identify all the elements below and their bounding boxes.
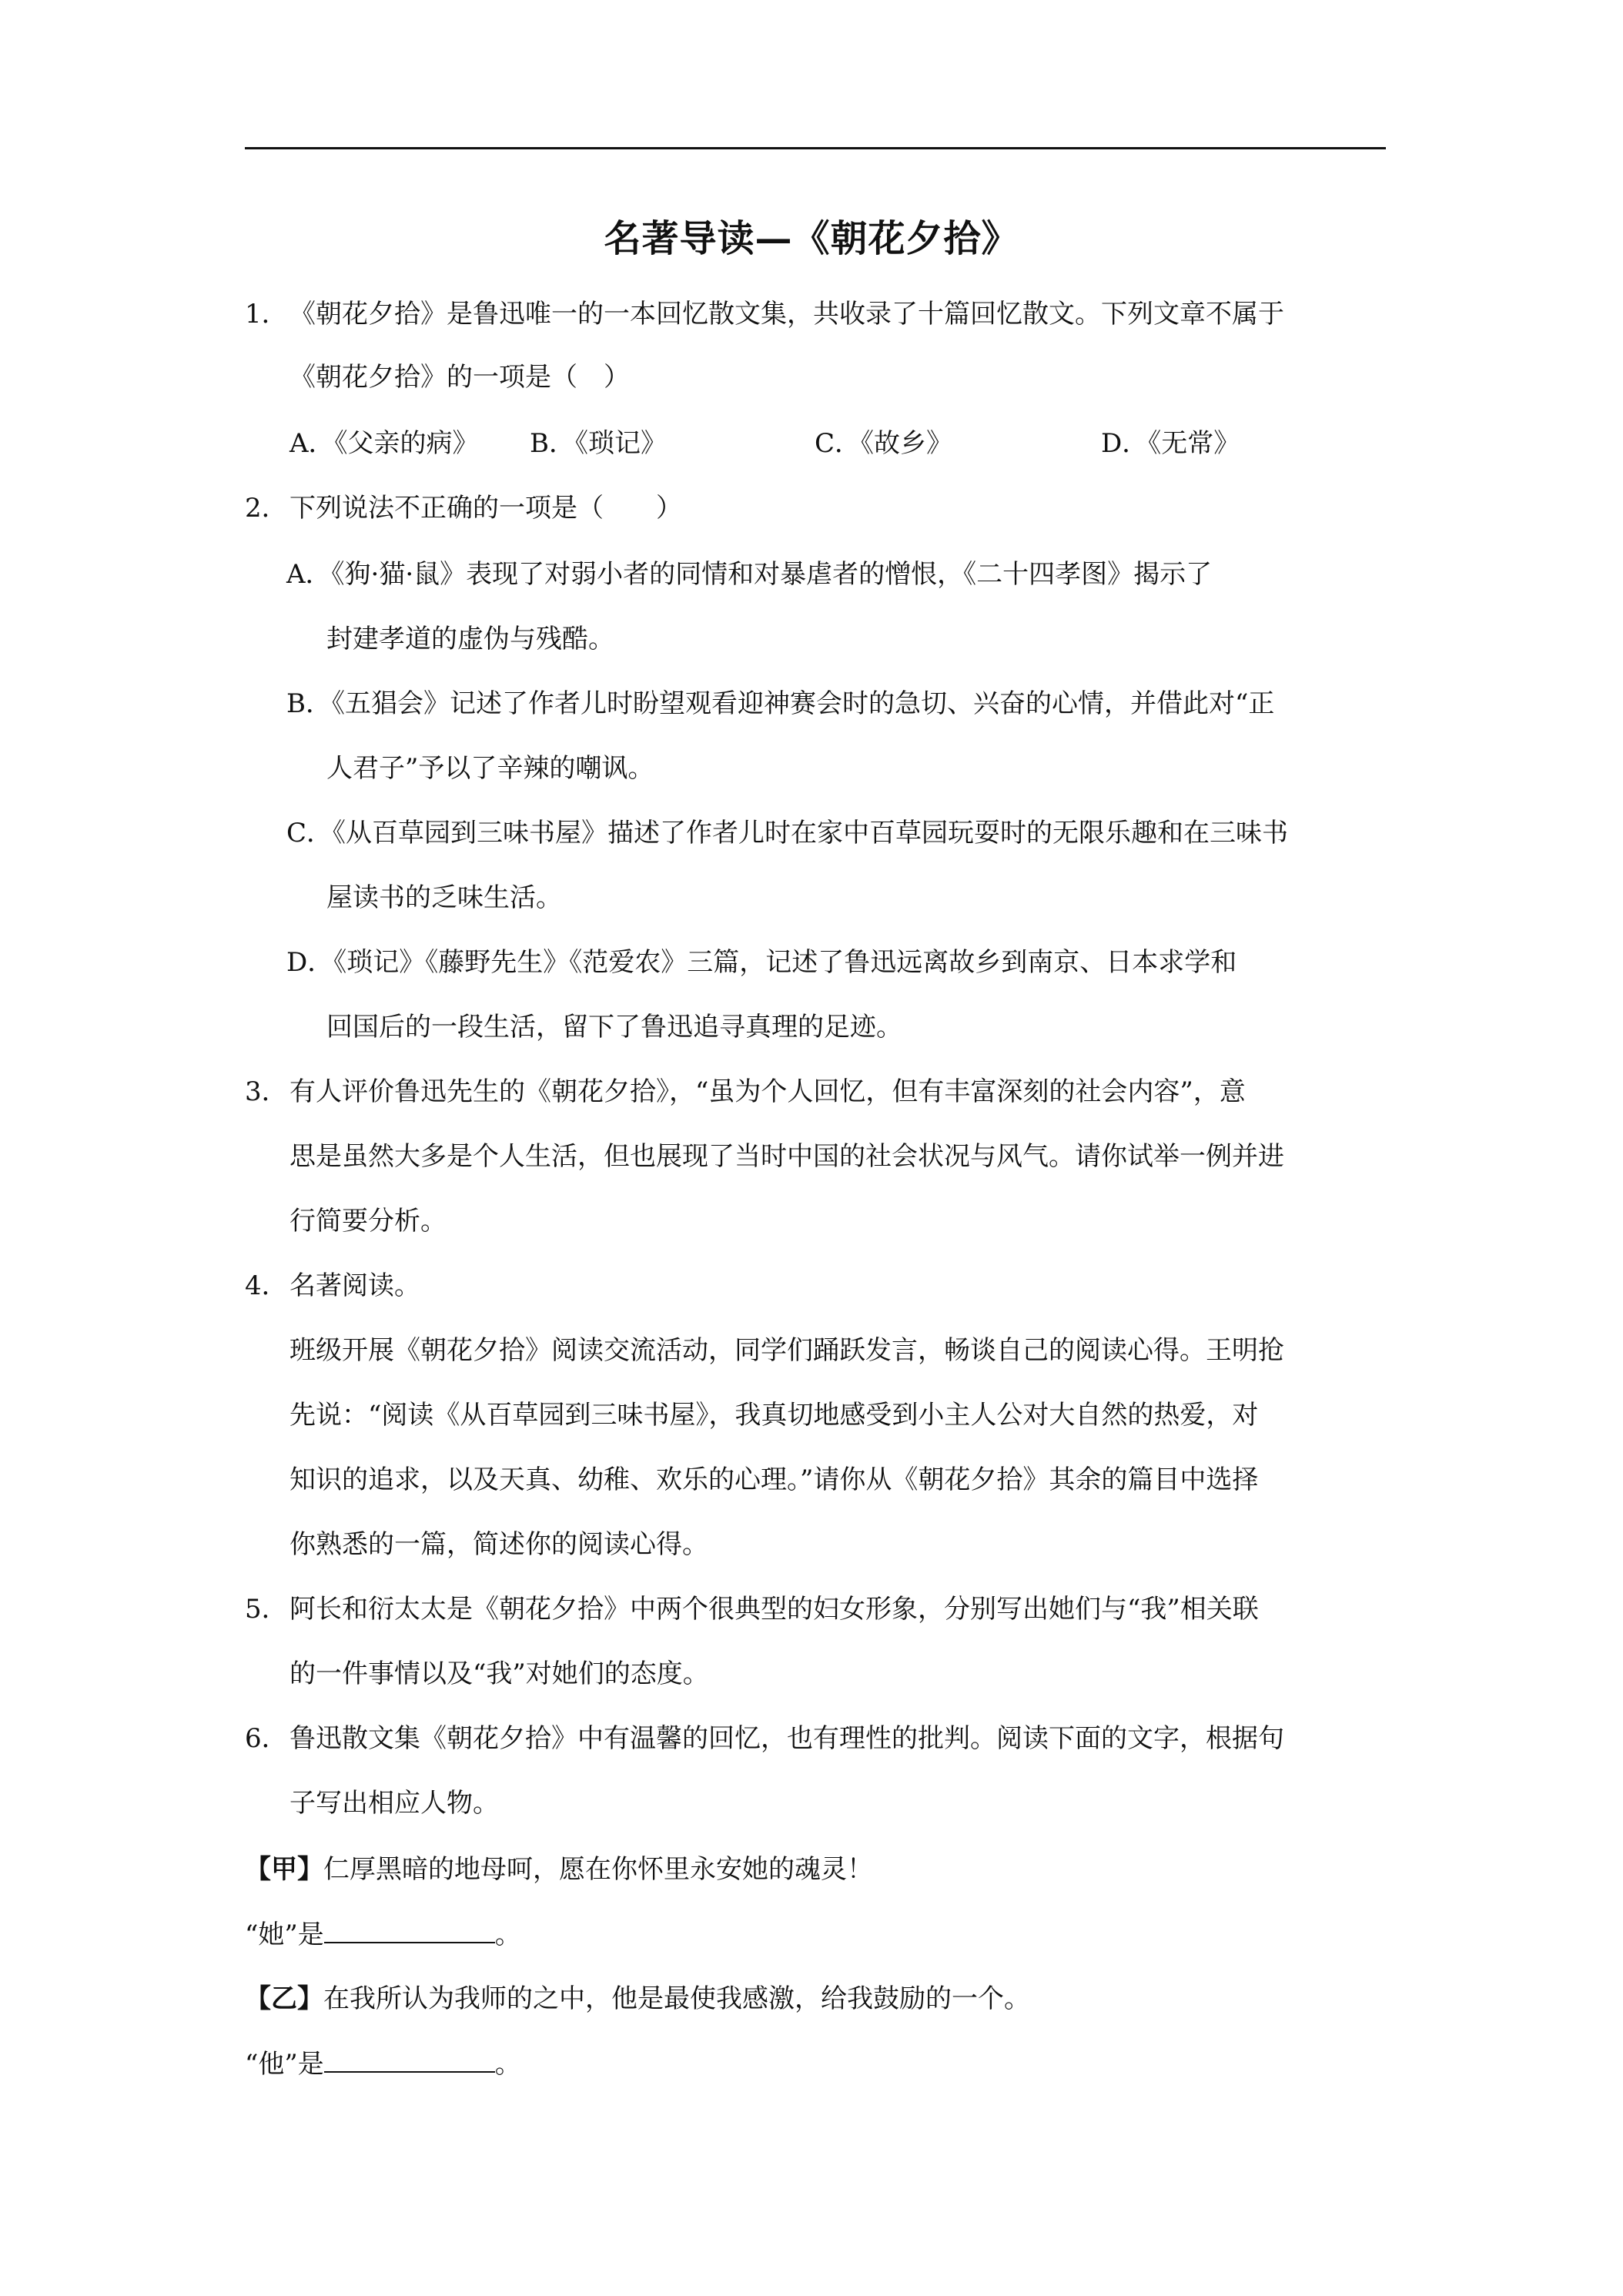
- answer-blank[interactable]: [324, 1916, 495, 1943]
- page-title: 名著导读—《朝花夕拾》: [604, 217, 1019, 260]
- answer-prefix: “她”是: [245, 1919, 324, 1950]
- question-text: 《朝花夕拾》是鲁迅唯一的一本回忆散文集，共收录了十篇回忆散文。下列文章不属于: [289, 299, 1284, 330]
- question-1-line-2: 《朝花夕拾》的一项是（ ）: [289, 362, 630, 393]
- question-text: 有人评价鲁迅先生的《朝花夕拾》，“虽为个人回忆，但有丰富深刻的社会内容”，意: [289, 1076, 1246, 1107]
- question-4-paragraph-line-3: 知识的追求，以及天真、幼稚、欢乐的心理。”请你从《朝花夕拾》其余的篇目中选择: [289, 1464, 1259, 1495]
- question-number: 3．: [245, 1076, 288, 1107]
- question-2-stem: [245, 490, 682, 527]
- question-5-line-2: 的一件事情以及“我”对她们的态度。: [289, 1658, 709, 1689]
- question-4-paragraph-line-4: 你熟悉的一篇，简述你的阅读心得。: [289, 1529, 708, 1560]
- answer-blank[interactable]: [324, 2045, 495, 2073]
- option-d: D．《无常》: [1101, 428, 1240, 459]
- answer-line-yi: [245, 2045, 521, 2083]
- header-rule: [245, 147, 1386, 149]
- option-d-line-1: D．《琐记》《藤野先生》《范爱农》三篇，记述了鲁迅远离故乡到南京、日本求学和: [286, 947, 1237, 978]
- question-5-line-1: [245, 1591, 1259, 1628]
- answer-line-jia: [245, 1916, 521, 1953]
- quote-jia: [245, 1851, 873, 1888]
- question-text: 鲁迅散文集《朝花夕拾》中有温馨的回忆，也有理性的批判。阅读下面的文字，根据句: [289, 1723, 1284, 1754]
- option-b: B．《琐记》: [530, 428, 667, 459]
- question-4-stem: [245, 1267, 420, 1304]
- question-text: 名著阅读。: [289, 1270, 420, 1301]
- question-1-line-1: [245, 296, 1284, 333]
- quote-label: 【甲】: [245, 1854, 323, 1885]
- question-number: 5．: [245, 1594, 288, 1625]
- question-number: 6．: [245, 1723, 288, 1754]
- question-text: 下列说法不正确的一项是（ ）: [289, 493, 682, 524]
- answer-prefix: “他”是: [245, 2049, 324, 2080]
- question-number: 2．: [245, 493, 288, 524]
- option-b-line-2: 人君子”予以了辛辣的嘲讽。: [326, 753, 654, 784]
- question-4-paragraph-line-2: 先说：“阅读《从百草园到三味书屋》，我真切地感受到小主人公对大自然的热爱，对: [289, 1400, 1259, 1431]
- quote-text: 在我所认为我师的之中，他是最使我感激，给我鼓励的一个。: [323, 1983, 1030, 2014]
- question-3-line-2: 思是虽然大多是个人生活，但也展现了当时中国的社会状况与风气。请你试举一例并进: [289, 1141, 1284, 1172]
- question-4-paragraph-line-1: 班级开展《朝花夕拾》阅读交流活动，同学们踊跃发言，畅谈自己的阅读心得。王明抢: [289, 1335, 1284, 1366]
- answer-suffix: 。: [494, 1919, 521, 1950]
- option-c-line-1: C．《从百草园到三味书屋》描述了作者儿时在家中百草园玩耍时的无限乐趣和在三味书: [286, 818, 1289, 848]
- quote-text: 仁厚黑暗的地母呵，愿在你怀里永安她的魂灵！: [323, 1854, 873, 1885]
- option-b-line-1: B．《五猖会》记述了作者儿时盼望观看迎神赛会时的急切、兴奋的心情，并借此对“正: [286, 688, 1275, 719]
- question-number: 4．: [245, 1270, 288, 1301]
- option-a-line-2: 封建孝道的虚伪与残酷。: [326, 624, 614, 654]
- option-d-line-2: 回国后的一段生活，留下了鲁迅追寻真理的足迹。: [326, 1012, 902, 1043]
- option-a-line-1: A．《狗·猫·鼠》表现了对弱小者的同情和对暴虐者的憎恨，《二十四孝图》揭示了: [286, 559, 1213, 590]
- question-number: 1．: [245, 299, 288, 330]
- option-c: C．《故乡》: [815, 428, 953, 459]
- question-6-line-1: [245, 1720, 1284, 1757]
- option-a: A．《父亲的病》: [289, 428, 479, 459]
- question-text: 阿长和衍太太是《朝花夕拾》中两个很典型的妇女形象，分别写出她们与“我”相关联: [289, 1594, 1259, 1625]
- question-3-line-3: 行简要分析。: [289, 1206, 447, 1237]
- question-3-line-1: [245, 1073, 1246, 1110]
- quote-label: 【乙】: [245, 1983, 323, 2014]
- quote-yi: [245, 1980, 1030, 2017]
- question-6-line-2: 子写出相应人物。: [289, 1788, 499, 1819]
- answer-suffix: 。: [494, 2049, 521, 2080]
- option-c-line-2: 屋读书的乏味生活。: [326, 882, 562, 913]
